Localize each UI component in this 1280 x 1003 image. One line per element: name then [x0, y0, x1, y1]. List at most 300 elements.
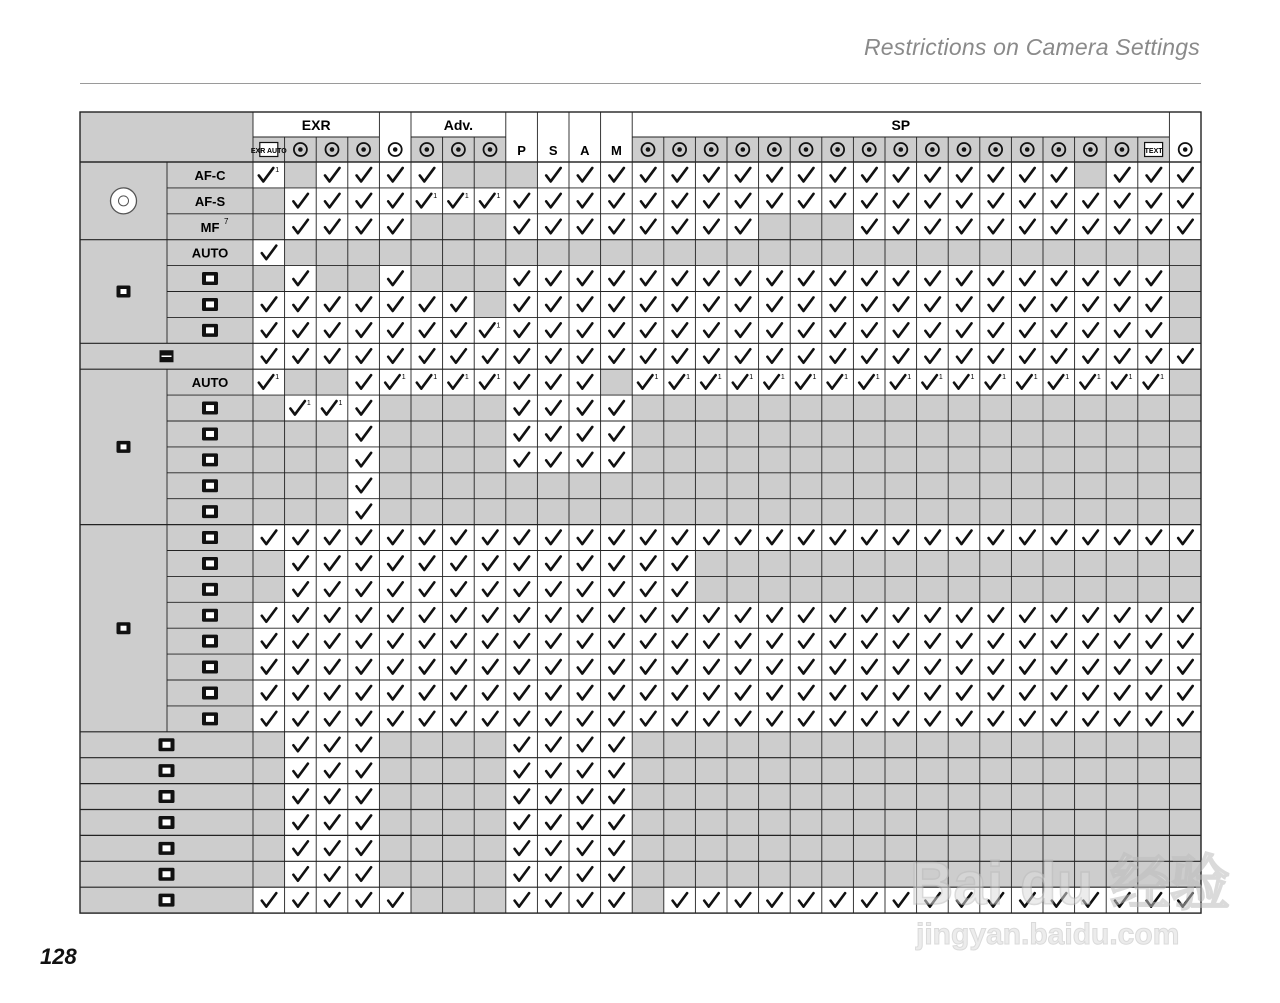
table-cell	[1169, 654, 1201, 680]
table-row	[167, 240, 1201, 266]
table-cell	[1043, 343, 1075, 369]
table-cell	[980, 861, 1012, 887]
table-cell	[506, 861, 538, 887]
table-cell	[1011, 576, 1043, 602]
table-cell	[443, 447, 475, 473]
table-cell	[948, 369, 980, 395]
table-cell	[285, 602, 317, 628]
table-cell	[285, 369, 317, 395]
table-cell	[253, 835, 285, 861]
table-cell	[632, 292, 664, 318]
check-footnote: 1	[1033, 374, 1038, 382]
table-cell	[885, 395, 917, 421]
table-cell	[632, 654, 664, 680]
table-cell	[727, 525, 759, 551]
table-cell	[443, 214, 475, 240]
table-cell	[917, 395, 949, 421]
table-cell	[1138, 576, 1170, 602]
table-cell	[1138, 395, 1170, 421]
table-cell	[822, 266, 854, 292]
film-std-icon	[202, 531, 218, 544]
table-cell	[506, 887, 538, 913]
table-cell	[537, 861, 569, 887]
table-cell	[253, 810, 285, 836]
table-cell	[1106, 576, 1138, 602]
table-cell	[1106, 835, 1138, 861]
table-cell	[695, 861, 727, 887]
table-cell	[822, 162, 854, 188]
table-cell	[664, 654, 696, 680]
table-cell	[727, 395, 759, 421]
check-footnote: 1	[433, 374, 438, 382]
table-cell	[1075, 395, 1107, 421]
table-cell	[316, 861, 348, 887]
check-footnote: 1	[496, 322, 501, 330]
dynamic-range-icon	[117, 441, 131, 453]
table-cell	[885, 784, 917, 810]
table-cell	[822, 447, 854, 473]
table-cell	[379, 369, 411, 395]
table-cell	[285, 810, 317, 836]
table-cell	[601, 369, 633, 395]
table-cell	[822, 835, 854, 861]
table-cell	[253, 706, 285, 732]
table-cell	[790, 499, 822, 525]
table-cell	[506, 706, 538, 732]
table-cell	[1106, 551, 1138, 577]
table-cell	[853, 317, 885, 343]
table-row	[167, 214, 1201, 240]
table-cell	[695, 162, 727, 188]
check-footnote: 1	[1065, 374, 1070, 382]
table-cell	[885, 292, 917, 318]
table-cell	[948, 576, 980, 602]
table-cell	[443, 292, 475, 318]
dr-200-icon	[202, 427, 218, 440]
table-cell	[948, 835, 980, 861]
table-cell	[253, 214, 285, 240]
table-cell	[759, 654, 791, 680]
table-cell	[727, 292, 759, 318]
table-cell	[1011, 680, 1043, 706]
table-cell	[443, 784, 475, 810]
table-cell	[1138, 654, 1170, 680]
table-cell	[569, 835, 601, 861]
table-cell	[443, 395, 475, 421]
table-cell	[885, 887, 917, 913]
table-cell	[1106, 784, 1138, 810]
table-cell	[1011, 240, 1043, 266]
table-cell	[537, 162, 569, 188]
table-cell	[443, 343, 475, 369]
table-cell	[853, 188, 885, 214]
table-row	[167, 292, 1201, 318]
image-size-icon	[117, 286, 131, 298]
table-cell	[474, 706, 506, 732]
column-group-header	[632, 112, 1169, 137]
table-cell	[379, 835, 411, 861]
check-footnote: 1	[654, 374, 659, 382]
table-cell	[1169, 732, 1201, 758]
row-group-header	[80, 162, 167, 240]
table-cell	[664, 395, 696, 421]
table-cell	[1138, 343, 1170, 369]
table-cell	[853, 292, 885, 318]
table-cell	[601, 421, 633, 447]
table-cell	[853, 525, 885, 551]
table-cell	[537, 525, 569, 551]
table-cell	[727, 317, 759, 343]
table-cell	[285, 732, 317, 758]
film-bw-red-icon	[202, 661, 218, 674]
table-cell	[790, 706, 822, 732]
table-cell	[506, 602, 538, 628]
table-cell	[379, 214, 411, 240]
table-cell	[443, 551, 475, 577]
table-cell	[632, 680, 664, 706]
size-s-icon	[202, 324, 218, 337]
table-row	[80, 758, 1201, 784]
table-cell	[601, 240, 633, 266]
table-cell	[759, 835, 791, 861]
table-cell	[1169, 188, 1201, 214]
table-cell	[853, 499, 885, 525]
table-cell	[790, 292, 822, 318]
table-cell	[1138, 861, 1170, 887]
table-cell	[379, 887, 411, 913]
table-cell	[601, 317, 633, 343]
table-cell	[853, 628, 885, 654]
table-cell	[537, 317, 569, 343]
table-cell	[443, 758, 475, 784]
table-cell	[1169, 602, 1201, 628]
row-label-footnote: 7	[224, 216, 229, 226]
column-label: A	[580, 143, 590, 158]
table-cell	[1169, 214, 1201, 240]
table-cell	[1075, 706, 1107, 732]
table-cell	[695, 576, 727, 602]
table-cell	[411, 654, 443, 680]
table-cell	[885, 810, 917, 836]
table-cell	[1138, 499, 1170, 525]
table-cell	[316, 680, 348, 706]
table-cell	[506, 343, 538, 369]
table-cell	[822, 214, 854, 240]
watermark-url-text: jingyan.baidu.com	[916, 918, 1180, 951]
table-cell	[474, 835, 506, 861]
table-cell	[537, 602, 569, 628]
table-cell	[537, 214, 569, 240]
table-cell	[695, 810, 727, 836]
table-cell	[980, 369, 1012, 395]
table-cell	[506, 654, 538, 680]
table-cell	[1075, 758, 1107, 784]
table-cell	[980, 499, 1012, 525]
table-cell	[1011, 292, 1043, 318]
table-cell	[885, 861, 917, 887]
table-cell	[569, 292, 601, 318]
table-cell	[1075, 499, 1107, 525]
table-cell	[569, 188, 601, 214]
table-cell	[1043, 240, 1075, 266]
table-cell	[759, 551, 791, 577]
table-cell	[253, 421, 285, 447]
table-cell	[474, 214, 506, 240]
table-cell	[1138, 214, 1170, 240]
table-cell	[601, 602, 633, 628]
table-cell	[601, 292, 633, 318]
table-cell	[1106, 525, 1138, 551]
table-cell	[790, 680, 822, 706]
table-cell	[379, 317, 411, 343]
table-cell	[980, 343, 1012, 369]
table-cell	[569, 732, 601, 758]
table-cell	[601, 887, 633, 913]
check-footnote: 1	[401, 374, 406, 382]
text-mode-icon	[1145, 143, 1164, 157]
table-row	[167, 162, 1201, 188]
table-cell	[537, 292, 569, 318]
table-cell	[537, 188, 569, 214]
table-cell	[537, 343, 569, 369]
table-cell	[411, 810, 443, 836]
table-cell	[1138, 732, 1170, 758]
table-cell	[316, 551, 348, 577]
table-cell	[853, 861, 885, 887]
table-cell	[790, 732, 822, 758]
table-cell	[506, 473, 538, 499]
table-cell	[411, 292, 443, 318]
table-cell	[917, 835, 949, 861]
table-cell	[1011, 317, 1043, 343]
table-cell	[948, 628, 980, 654]
table-cell	[727, 810, 759, 836]
table-cell	[506, 369, 538, 395]
table-cell	[980, 395, 1012, 421]
table-cell	[917, 188, 949, 214]
table-cell	[285, 317, 317, 343]
table-cell	[443, 835, 475, 861]
table-cell	[411, 343, 443, 369]
table-cell	[537, 369, 569, 395]
table-cell	[632, 861, 664, 887]
table-cell	[759, 784, 791, 810]
table-cell	[695, 369, 727, 395]
table-cell	[948, 654, 980, 680]
table-cell	[1169, 680, 1201, 706]
table-cell	[1075, 214, 1107, 240]
film-bw-green-icon	[202, 686, 218, 699]
table-cell	[853, 680, 885, 706]
table-cell	[443, 628, 475, 654]
table-cell	[1106, 680, 1138, 706]
table-cell	[285, 292, 317, 318]
check-footnote: 1	[875, 374, 880, 382]
table-cell	[632, 395, 664, 421]
table-cell	[316, 240, 348, 266]
column-label: M	[610, 143, 622, 158]
table-cell	[601, 525, 633, 551]
table-cell	[285, 473, 317, 499]
table-cell	[695, 654, 727, 680]
table-cell	[1106, 188, 1138, 214]
table-cell	[1106, 421, 1138, 447]
table-cell	[917, 706, 949, 732]
table-cell	[506, 292, 538, 318]
table-cell	[790, 473, 822, 499]
table-cell	[790, 266, 822, 292]
table-cell	[474, 654, 506, 680]
table-cell	[411, 499, 443, 525]
table-cell	[569, 706, 601, 732]
table-cell	[569, 525, 601, 551]
table-cell	[727, 732, 759, 758]
table-cell	[1043, 706, 1075, 732]
table-cell	[348, 162, 380, 188]
table-cell	[537, 835, 569, 861]
table-cell	[1106, 887, 1138, 913]
table-cell	[1138, 292, 1170, 318]
table-cell	[285, 343, 317, 369]
table-cell	[569, 240, 601, 266]
table-cell	[348, 525, 380, 551]
table-row	[80, 732, 1201, 758]
table-cell	[759, 317, 791, 343]
table-row	[80, 810, 1201, 836]
check-footnote: 1	[907, 374, 912, 382]
table-cell	[348, 835, 380, 861]
table-cell	[474, 447, 506, 473]
column-label: TEXT	[1144, 148, 1163, 155]
table-cell	[1075, 887, 1107, 913]
table-cell	[537, 887, 569, 913]
table-cell	[316, 810, 348, 836]
column-group-header	[253, 112, 379, 137]
table-cell	[790, 576, 822, 602]
table-cell	[885, 732, 917, 758]
table-cell	[285, 784, 317, 810]
table-cell	[443, 188, 475, 214]
table-cell	[285, 240, 317, 266]
table-cell	[1043, 810, 1075, 836]
table-cell	[853, 240, 885, 266]
table-cell	[569, 758, 601, 784]
table-cell	[917, 758, 949, 784]
table-cell	[443, 706, 475, 732]
table-cell	[474, 861, 506, 887]
table-cell	[980, 266, 1012, 292]
table-cell	[917, 421, 949, 447]
table-cell	[379, 810, 411, 836]
check-footnote: 1	[496, 192, 501, 200]
table-cell	[537, 499, 569, 525]
table-cell	[727, 758, 759, 784]
table-cell	[285, 887, 317, 913]
table-cell	[632, 810, 664, 836]
table-cell	[664, 188, 696, 214]
table-cell	[885, 576, 917, 602]
table-cell	[443, 473, 475, 499]
table-cell	[1011, 551, 1043, 577]
table-cell	[1106, 214, 1138, 240]
table-cell	[664, 499, 696, 525]
table-cell	[695, 887, 727, 913]
color-icon	[159, 764, 175, 777]
table-cell	[885, 447, 917, 473]
table-cell	[569, 810, 601, 836]
table-cell	[569, 628, 601, 654]
table-cell	[379, 551, 411, 577]
table-cell	[1043, 680, 1075, 706]
table-cell	[474, 188, 506, 214]
table-cell	[853, 887, 885, 913]
table-cell	[695, 551, 727, 577]
table-cell	[1169, 292, 1201, 318]
table-cell	[695, 240, 727, 266]
table-cell	[822, 499, 854, 525]
table-cell	[316, 292, 348, 318]
table-cell	[1011, 602, 1043, 628]
table-cell	[316, 784, 348, 810]
table-cell	[1169, 369, 1201, 395]
table-cell	[664, 240, 696, 266]
table-cell	[1043, 395, 1075, 421]
table-cell	[537, 654, 569, 680]
table-cell	[822, 628, 854, 654]
check-footnote: 1	[275, 166, 280, 174]
table-cell	[348, 343, 380, 369]
table-cell	[569, 576, 601, 602]
table-cell	[822, 887, 854, 913]
table-cell	[379, 162, 411, 188]
table-cell	[664, 628, 696, 654]
film-sepia-icon	[202, 712, 218, 725]
table-cell	[1138, 369, 1170, 395]
table-cell	[1169, 240, 1201, 266]
table-cell	[885, 628, 917, 654]
table-row	[167, 654, 1201, 680]
table-cell	[474, 240, 506, 266]
table-cell	[1138, 525, 1170, 551]
table-cell	[1011, 421, 1043, 447]
table-cell	[506, 576, 538, 602]
table-cell	[790, 551, 822, 577]
table-cell	[411, 861, 443, 887]
table-cell	[664, 784, 696, 810]
table-cell	[1106, 369, 1138, 395]
table-cell	[695, 292, 727, 318]
table-cell	[885, 499, 917, 525]
table-cell	[411, 706, 443, 732]
table-cell	[474, 628, 506, 654]
table-cell	[885, 706, 917, 732]
table-cell	[948, 421, 980, 447]
table-cell	[1138, 551, 1170, 577]
table-cell	[1011, 214, 1043, 240]
table-cell	[759, 162, 791, 188]
table-cell	[1169, 551, 1201, 577]
table-cell	[285, 525, 317, 551]
table-cell	[917, 602, 949, 628]
table-cell	[759, 395, 791, 421]
table-cell	[569, 887, 601, 913]
table-cell	[1169, 395, 1201, 421]
table-cell	[695, 266, 727, 292]
table-cell	[759, 292, 791, 318]
film-soft-icon	[202, 583, 218, 596]
table-cell	[917, 551, 949, 577]
table-cell	[695, 499, 727, 525]
